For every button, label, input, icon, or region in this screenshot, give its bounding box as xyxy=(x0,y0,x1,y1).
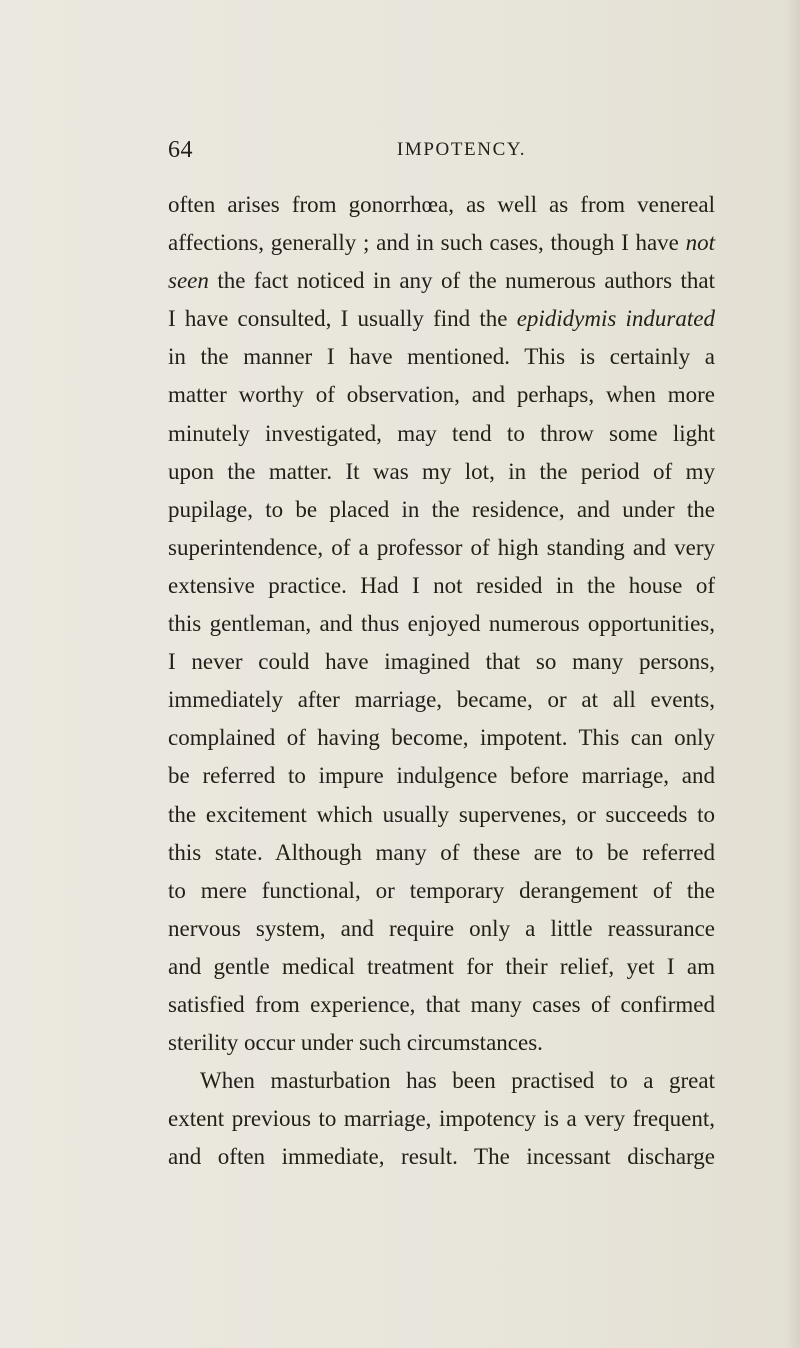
text-line: matter worthy of observation, and perhaps, when more xyxy=(168,382,715,408)
text-line: the excitement which usually supervenes, or succeeds to xyxy=(168,801,715,827)
text-line: upon the matter. It was my lot, in the period of my xyxy=(168,458,715,484)
italic-text: not xyxy=(685,230,715,256)
text-line: nervous system, and require only a little reassurance xyxy=(168,915,715,941)
text-line: extent previous to marriage, impotency is a very frequent, xyxy=(168,1106,715,1132)
text-line: this state. Although many of these are to be referred xyxy=(168,839,715,865)
text-line: be referred to impure indulgence before marriage, and xyxy=(168,763,715,789)
italic-text: seen xyxy=(168,268,209,294)
body-text xyxy=(168,186,715,1176)
text-line: and gentle medical treatment for their relief, yet I am xyxy=(168,953,715,979)
text-line: often arises from gonorrhœa, as well as from venereal xyxy=(168,192,715,217)
text-line: When masturbation has been practised to a great xyxy=(200,1068,715,1094)
text-line: and often immediate, result. The incessant discharge xyxy=(168,1144,715,1170)
page-edge-shadow xyxy=(786,0,800,1348)
text-line: affections, generally ; and in such cases, though I have not xyxy=(168,230,715,256)
italic-text: epididymis indurated xyxy=(516,306,715,332)
text-line: superintendence, of a professor of high standing and very xyxy=(168,534,715,560)
text-line: satisfied from experience, that many cases of confirmed xyxy=(168,991,715,1017)
text-line: I have consulted, I usually find the epididymis indurated xyxy=(168,306,715,332)
text-line: in the manner I have mentioned. This is certainly a xyxy=(168,344,715,370)
running-title: IMPOTENCY. xyxy=(396,139,527,160)
page-header xyxy=(168,137,715,167)
text-line: I never could have imagined that so many persons, xyxy=(168,649,715,675)
text-line: immediately after marriage, became, or at all events, xyxy=(168,687,715,713)
text-line: this gentleman, and thus enjoyed numerous opportunities, xyxy=(168,611,715,637)
text-line: minutely investigated, may tend to throw some light xyxy=(168,420,715,446)
text-line: pupilage, to be placed in the residence, and under the xyxy=(168,496,715,522)
text-line: seen the fact noticed in any of the numerous authors that xyxy=(168,268,715,294)
text-line: to mere functional, or temporary derangement of the xyxy=(168,877,715,903)
text-line: sterility occur under such circumstances. xyxy=(168,1030,543,1056)
text-line: complained of having become, impotent. This can only xyxy=(168,725,715,751)
page-number: 64 xyxy=(168,137,193,163)
text-line: extensive practice. Had I not resided in the house of xyxy=(168,572,715,598)
